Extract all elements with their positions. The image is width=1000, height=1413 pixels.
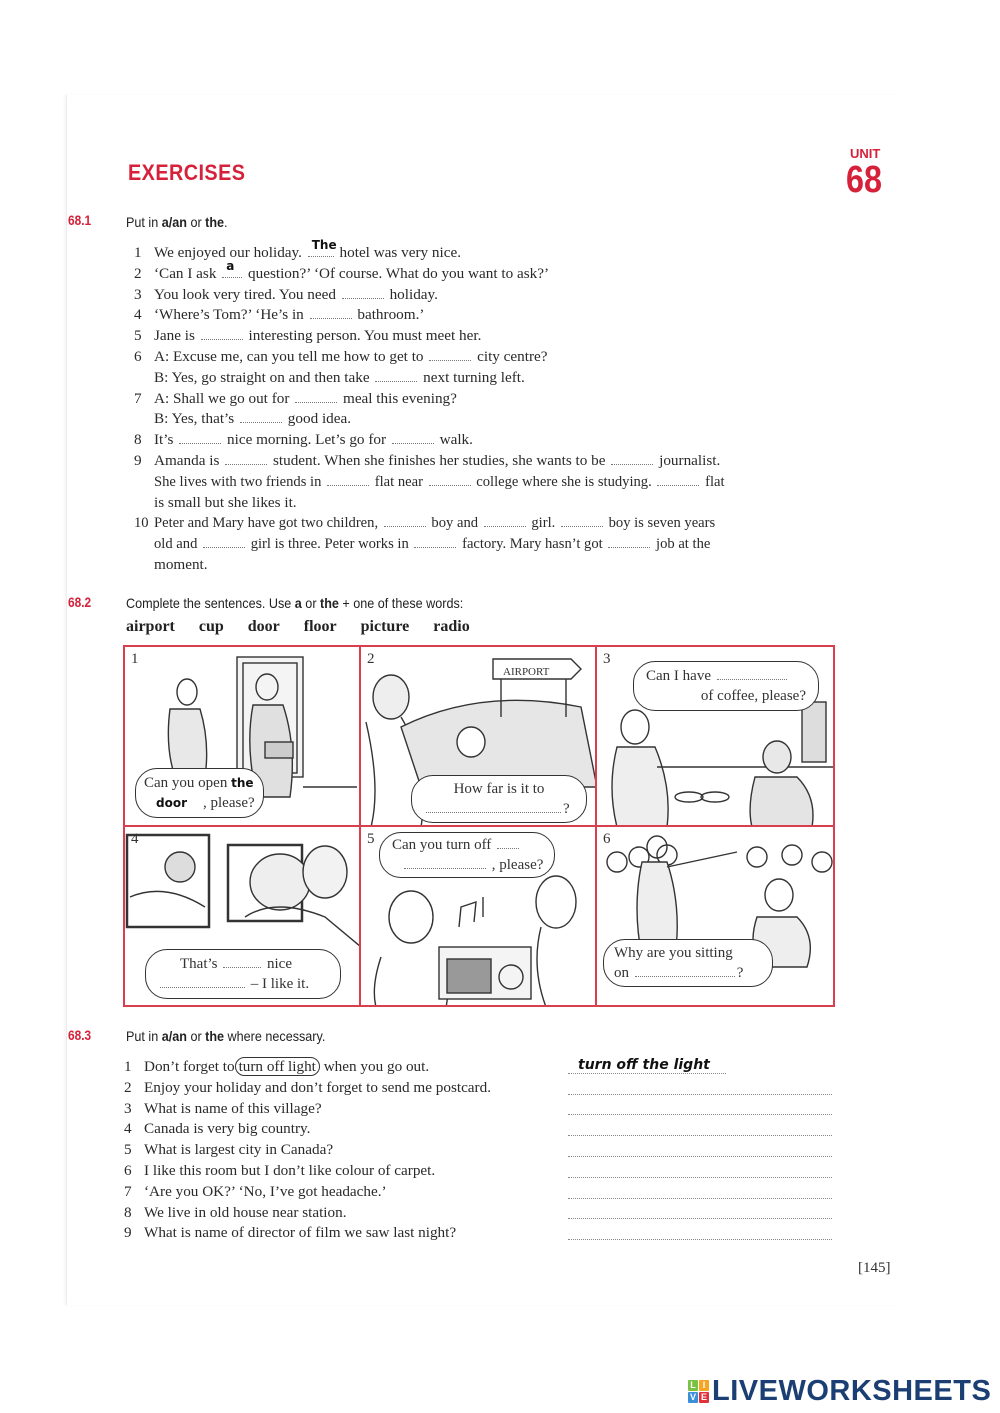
item-text: girl. bbox=[531, 515, 556, 532]
item-text: factory. Mary hasn’t got bbox=[462, 536, 603, 553]
bubble-text: of coffee, please? bbox=[700, 688, 806, 704]
item-text: Enjoy your holiday and don’t forget to send me postcard. bbox=[144, 1078, 491, 1096]
item-text: meal this evening? bbox=[343, 389, 457, 407]
picture-grid bbox=[123, 645, 835, 1007]
exercise-item bbox=[124, 1119, 491, 1140]
instruction-text: + one of these words: bbox=[338, 595, 464, 611]
answer-field[interactable] bbox=[568, 1140, 832, 1161]
exercise-item bbox=[124, 1182, 491, 1203]
answer-blank[interactable] bbox=[160, 977, 245, 988]
exercise-item bbox=[124, 1057, 491, 1078]
bubble-text: nice bbox=[267, 956, 292, 972]
handwritten-answer[interactable]: door bbox=[156, 796, 187, 810]
answer-blank[interactable] bbox=[223, 957, 261, 968]
speech-bubble bbox=[411, 775, 587, 823]
instruction-text: or bbox=[186, 1028, 206, 1044]
panel-number: 5 bbox=[367, 831, 375, 847]
instruction-text: or bbox=[301, 595, 321, 611]
item-text: job at the bbox=[656, 536, 711, 553]
instruction-text: Put in bbox=[126, 214, 162, 230]
bubble-text: Why are you sitting bbox=[614, 945, 733, 961]
picture-panel-3 bbox=[597, 647, 833, 827]
circled-phrase: turn off light bbox=[235, 1057, 320, 1076]
item-text: flat near bbox=[374, 473, 423, 490]
item-number: 5 bbox=[124, 1141, 132, 1159]
item-text: A: Shall we go out for bbox=[154, 389, 290, 407]
exercise-number-68-1: 68.1 bbox=[68, 212, 92, 228]
exercises-title: EXERCISES bbox=[128, 160, 246, 185]
exercise-item bbox=[124, 1203, 491, 1224]
picture-panel-2 bbox=[361, 647, 597, 827]
exercise-item bbox=[134, 409, 725, 430]
item-text: Canada is very big country. bbox=[144, 1120, 311, 1138]
item-text: We enjoyed our holiday. bbox=[154, 244, 302, 261]
word-bank bbox=[126, 618, 490, 636]
instruction-bold: a/an bbox=[161, 214, 187, 230]
answer-blank[interactable] bbox=[342, 288, 384, 299]
item-text: question?’ ‘Of course. What do you want to ask?’ bbox=[248, 264, 550, 282]
logo-letter: L bbox=[688, 1380, 698, 1391]
answer-blank[interactable] bbox=[179, 433, 221, 444]
answer-blank[interactable] bbox=[484, 516, 526, 527]
exercise-number-68-3: 68.3 bbox=[68, 1027, 92, 1043]
exercise-2-instruction bbox=[126, 595, 463, 611]
unit-number: 68 bbox=[846, 159, 882, 201]
answer-blank[interactable] bbox=[225, 454, 267, 465]
item-text: Jane is bbox=[154, 327, 195, 345]
item-text: hotel was very nice. bbox=[339, 244, 461, 261]
exercise-item bbox=[134, 472, 725, 493]
bubble-text: ? bbox=[736, 965, 744, 981]
page-number: [145] bbox=[858, 1260, 891, 1276]
word-bank-item: door bbox=[247, 618, 280, 635]
speech-bubble bbox=[145, 949, 341, 999]
panel-number: 4 bbox=[131, 831, 139, 847]
unit-label: UNIT bbox=[850, 146, 881, 161]
exercise-item bbox=[134, 259, 725, 285]
item-text: Amanda is bbox=[154, 451, 220, 469]
item-text: I like this room but I don’t like colour of carpet. bbox=[144, 1161, 436, 1179]
bubble-text: – I like it. bbox=[250, 976, 310, 992]
answer-blank[interactable] bbox=[201, 329, 243, 340]
answer-blank[interactable] bbox=[404, 858, 486, 869]
item-text: interesting person. You must meet her. bbox=[248, 327, 482, 345]
speech-bubble bbox=[135, 768, 264, 818]
item-number: 9 bbox=[134, 451, 142, 469]
item-text: She lives with two friends in bbox=[154, 473, 322, 490]
bubble-text: Can I have bbox=[646, 668, 711, 684]
item-number: 4 bbox=[124, 1120, 132, 1138]
item-number: 9 bbox=[124, 1224, 132, 1242]
item-text: A: Excuse me, can you tell me how to get to bbox=[154, 347, 424, 365]
item-text: boy and bbox=[431, 515, 479, 532]
instruction-text: Put in bbox=[126, 1028, 162, 1044]
exercise-item bbox=[124, 1223, 491, 1244]
picture-panel-1 bbox=[125, 647, 361, 827]
exercise-item bbox=[134, 305, 725, 326]
bubble-text: Can you open bbox=[144, 775, 228, 791]
answer-blank[interactable] bbox=[497, 838, 519, 849]
item-text: is small but she likes it. bbox=[154, 493, 297, 511]
exercise-item bbox=[124, 1161, 491, 1182]
item-text: It’s bbox=[154, 431, 174, 449]
exercise-item bbox=[134, 493, 725, 514]
item-text: What is largest city in Canada? bbox=[144, 1141, 334, 1159]
speech-bubble bbox=[633, 661, 819, 711]
item-number: 5 bbox=[134, 327, 142, 345]
answer-blank[interactable] bbox=[414, 537, 456, 548]
item-text: holiday. bbox=[389, 285, 438, 303]
item-text: good idea. bbox=[287, 410, 352, 428]
handwritten-answer: The bbox=[311, 238, 337, 253]
item-text: Peter and Mary have got two children, bbox=[154, 515, 379, 532]
exercise-item bbox=[134, 368, 725, 389]
answer-field[interactable] bbox=[568, 1057, 726, 1078]
bubble-text: on bbox=[614, 965, 629, 981]
exercise-item bbox=[134, 555, 725, 576]
item-text: city centre? bbox=[477, 347, 548, 365]
item-text: student. When she finishes her studies, she wants to be bbox=[272, 451, 606, 469]
answer-blank[interactable] bbox=[429, 475, 471, 486]
answer-blank[interactable] bbox=[561, 516, 603, 527]
exercise-item bbox=[134, 238, 725, 264]
item-number: 7 bbox=[124, 1182, 132, 1200]
word-bank-item: picture bbox=[360, 618, 410, 635]
item-text: ‘Where’s Tom?’ ‘He’s in bbox=[154, 306, 304, 324]
exercise-1-list bbox=[134, 238, 725, 576]
answer-field[interactable] bbox=[568, 1119, 832, 1140]
answer-blank[interactable] bbox=[635, 966, 735, 977]
exercise-item bbox=[124, 1099, 491, 1120]
brand-wordmark: LIVEWORKSHEETS bbox=[712, 1375, 992, 1407]
panel-number: 6 bbox=[603, 831, 611, 847]
exercise-1-instruction bbox=[126, 214, 228, 230]
exercise-3-list bbox=[124, 1057, 491, 1244]
item-number: 8 bbox=[134, 431, 142, 449]
item-text: What is name of director of film we saw last night? bbox=[144, 1224, 457, 1242]
panel-number: 2 bbox=[367, 651, 375, 667]
answer-blank[interactable] bbox=[308, 238, 337, 257]
handwritten-answer: a bbox=[226, 259, 235, 273]
speech-bubble bbox=[379, 832, 555, 878]
word-bank-item: floor bbox=[303, 618, 337, 635]
picture-panel-6 bbox=[597, 827, 833, 1005]
panel-number: 3 bbox=[603, 651, 611, 667]
exercise-3-instruction bbox=[126, 1028, 325, 1044]
item-number: 1 bbox=[134, 244, 142, 261]
liveworksheets-logo-icon bbox=[688, 1380, 709, 1403]
answer-blank[interactable] bbox=[392, 433, 434, 444]
item-number: 7 bbox=[134, 389, 142, 407]
item-text: bathroom.’ bbox=[357, 306, 425, 324]
item-number: 6 bbox=[124, 1161, 132, 1179]
answer-field[interactable] bbox=[568, 1078, 832, 1099]
item-number: 4 bbox=[134, 306, 142, 324]
item-text: next turning left. bbox=[423, 368, 525, 386]
instruction-bold: the bbox=[320, 595, 339, 611]
exercise-item bbox=[134, 430, 725, 451]
item-number: 8 bbox=[124, 1203, 132, 1221]
instruction-text: or bbox=[186, 214, 206, 230]
bubble-text: Can you turn off bbox=[392, 837, 492, 853]
logo-letter: I bbox=[699, 1380, 709, 1391]
item-text: walk. bbox=[439, 431, 473, 449]
answer-blank[interactable] bbox=[426, 802, 561, 813]
item-number: 6 bbox=[134, 347, 142, 365]
item-text: moment. bbox=[154, 555, 208, 573]
answer-blank[interactable] bbox=[384, 516, 426, 527]
answer-field[interactable] bbox=[568, 1099, 832, 1120]
answer-blank[interactable] bbox=[608, 537, 650, 548]
item-number: 2 bbox=[124, 1078, 132, 1096]
instruction-bold: the bbox=[205, 1028, 225, 1044]
answer-blank[interactable] bbox=[240, 412, 282, 423]
item-text: when you go out. bbox=[323, 1058, 430, 1075]
answer-blank[interactable] bbox=[295, 392, 337, 403]
item-text: Don’t forget to bbox=[144, 1058, 235, 1075]
exercise-item bbox=[134, 513, 725, 534]
item-text: ‘Are you OK?’ ‘No, I’ve got headache.’ bbox=[144, 1182, 387, 1200]
handwritten-answer[interactable]: the bbox=[231, 776, 254, 790]
instruction-text: . bbox=[224, 214, 228, 230]
answer-blank[interactable] bbox=[717, 669, 787, 680]
bubble-text: , please? bbox=[491, 857, 544, 873]
exercise-item bbox=[134, 451, 725, 472]
exercise-item bbox=[124, 1078, 491, 1099]
answer-blank[interactable] bbox=[327, 475, 369, 486]
item-text: We live in old house near station. bbox=[144, 1203, 347, 1221]
answer-blank[interactable] bbox=[310, 308, 352, 319]
picture-panel-5 bbox=[361, 827, 597, 1005]
word-bank-item: radio bbox=[433, 618, 470, 635]
answer-field[interactable] bbox=[568, 1182, 832, 1203]
liveworksheets-brand[interactable] bbox=[688, 1375, 991, 1408]
exercise-item bbox=[134, 534, 725, 555]
item-text: old and bbox=[154, 536, 198, 553]
item-text: journalist. bbox=[659, 451, 721, 469]
answer-blank[interactable] bbox=[222, 259, 242, 278]
answer-blank[interactable] bbox=[203, 537, 245, 548]
speech-bubble bbox=[603, 939, 773, 987]
item-text: ‘Can I ask bbox=[154, 264, 217, 282]
instruction-bold: a bbox=[294, 595, 302, 611]
item-text: college where she is studying. bbox=[476, 473, 652, 490]
logo-letter: E bbox=[700, 1392, 707, 1402]
item-text: What is name of this village? bbox=[144, 1099, 322, 1117]
word-bank-item: cup bbox=[198, 618, 224, 635]
item-number: 3 bbox=[134, 285, 142, 303]
item-text: girl is three. Peter works in bbox=[250, 536, 409, 553]
answer-blank[interactable] bbox=[611, 454, 653, 465]
exercise-item bbox=[134, 326, 725, 347]
exercise-3-answers bbox=[568, 1057, 832, 1244]
instruction-bold: the bbox=[205, 214, 225, 230]
exercise-number-68-2: 68.2 bbox=[68, 594, 92, 610]
item-number: 10 bbox=[134, 515, 149, 532]
answer-field[interactable] bbox=[568, 1161, 832, 1182]
bubble-text: , please? bbox=[203, 795, 255, 811]
bubble-text: That’s bbox=[180, 956, 218, 972]
logo-letter: V bbox=[689, 1392, 696, 1402]
exercise-item bbox=[134, 285, 725, 306]
answer-blank[interactable] bbox=[375, 371, 417, 382]
bubble-text: How far is it to bbox=[453, 781, 545, 797]
exercise-item bbox=[124, 1140, 491, 1161]
panel-number: 1 bbox=[131, 651, 139, 667]
item-text: nice morning. Let’s go for bbox=[227, 431, 387, 449]
item-number: 3 bbox=[124, 1099, 132, 1117]
item-text: boy is seven years bbox=[608, 515, 716, 532]
bubble-text: ? bbox=[563, 801, 570, 817]
answer-field[interactable] bbox=[568, 1223, 832, 1244]
answer-blank[interactable] bbox=[657, 475, 699, 486]
handwritten-answer: turn off the light bbox=[578, 1056, 710, 1073]
item-number: 1 bbox=[124, 1058, 132, 1075]
item-text: You look very tired. You need bbox=[154, 285, 336, 303]
item-text: B: Yes, that’s bbox=[154, 410, 235, 428]
airport-sign: AIRPORT bbox=[503, 666, 550, 678]
exercise-item bbox=[134, 347, 725, 368]
item-text: flat bbox=[705, 473, 725, 490]
answer-blank[interactable] bbox=[429, 350, 471, 361]
item-number: 2 bbox=[134, 264, 142, 282]
instruction-bold: a/an bbox=[161, 1028, 187, 1044]
exercise-item bbox=[134, 389, 725, 410]
answer-field[interactable] bbox=[568, 1203, 832, 1224]
instruction-text: Complete the sentences. Use bbox=[126, 595, 295, 611]
item-text: B: Yes, go straight on and then take bbox=[154, 368, 370, 386]
instruction-text: where necessary. bbox=[224, 1028, 326, 1044]
word-bank-item: airport bbox=[126, 618, 175, 635]
picture-panel-4 bbox=[125, 827, 361, 1005]
